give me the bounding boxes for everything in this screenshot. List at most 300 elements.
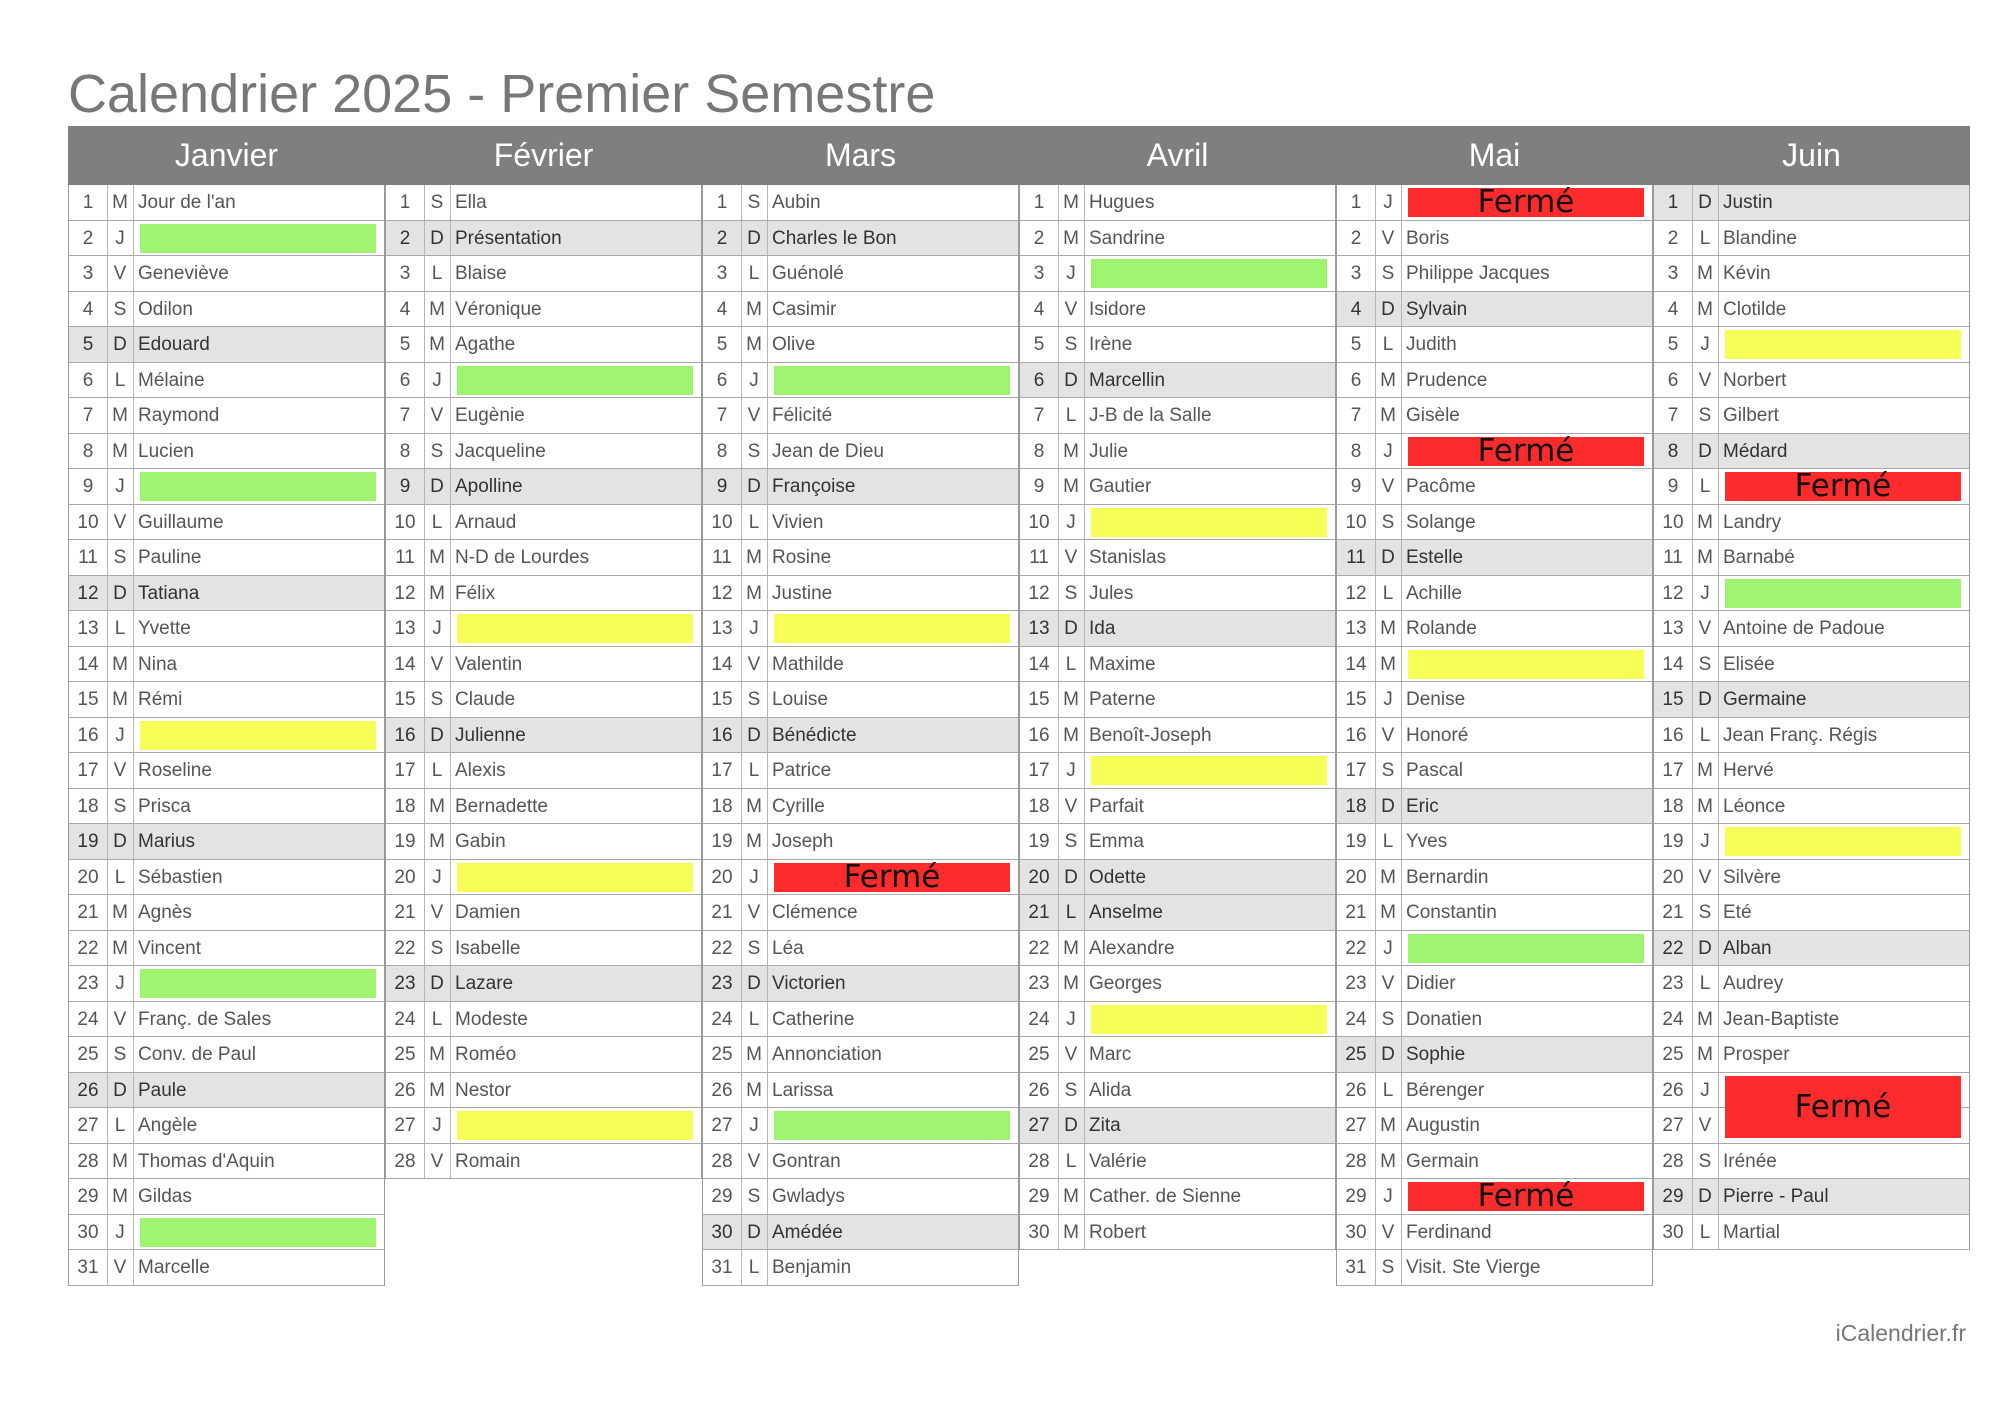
day-number: 16 <box>703 718 742 753</box>
day-row <box>1654 1144 1969 1180</box>
day-row <box>1337 789 1652 825</box>
saint-name: Blaise <box>455 263 507 284</box>
closed-marker: Fermé <box>774 863 1010 892</box>
weekday-letter: M <box>1692 540 1719 575</box>
day-number: 13 <box>386 611 425 646</box>
day-row <box>386 185 701 221</box>
weekday-letter: S <box>424 931 451 966</box>
saint-name: Alida <box>1089 1079 1132 1101</box>
day-row <box>1020 824 1335 860</box>
saint-name: Pascal <box>1406 760 1464 781</box>
weekday-letter: S <box>1058 824 1085 859</box>
weekday-letter: V <box>107 1002 134 1037</box>
weekday-letter: J <box>1375 931 1402 966</box>
closed-marker: Fermé <box>1725 1076 1961 1138</box>
day-row <box>69 185 384 221</box>
day-number: 12 <box>1654 576 1693 611</box>
day-number: 24 <box>1654 1002 1693 1037</box>
weekday-letter: S <box>424 434 451 469</box>
day-row <box>69 966 384 1002</box>
day-row <box>703 718 1018 754</box>
weekday-letter: M <box>1058 931 1085 966</box>
saint-name: Estelle <box>1406 547 1464 568</box>
weekday-letter: D <box>1058 611 1085 646</box>
yellow-highlight <box>774 614 1010 643</box>
saint-name: Antoine de Padoue <box>1723 618 1885 639</box>
day-number: 17 <box>1337 753 1376 788</box>
day-number: 4 <box>1337 292 1376 327</box>
day-number: 10 <box>69 505 108 540</box>
green-highlight <box>774 1111 1010 1140</box>
day-row <box>1020 1144 1335 1180</box>
day-row <box>1654 292 1969 328</box>
weekday-letter: J <box>424 860 451 895</box>
closed-marker: Fermé <box>1408 1182 1644 1211</box>
day-number: 5 <box>1020 327 1059 362</box>
day-number: 22 <box>386 931 425 966</box>
weekday-letter: L <box>107 363 134 398</box>
day-number: 30 <box>703 1215 742 1250</box>
yellow-highlight <box>457 863 693 892</box>
day-number: 15 <box>1020 682 1059 717</box>
weekday-letter: J <box>1692 327 1719 362</box>
day-number: 5 <box>386 327 425 362</box>
day-row <box>69 469 384 505</box>
saint-name: Gabin <box>455 831 506 852</box>
weekday-letter: D <box>107 576 134 611</box>
saint-name: Eugènie <box>455 405 525 426</box>
day-number: 13 <box>703 611 742 646</box>
saint-name: Norbert <box>1723 369 1787 391</box>
day-row <box>703 1215 1018 1251</box>
weekday-letter: M <box>741 824 768 859</box>
day-number: 1 <box>1020 185 1059 220</box>
saint-name: Agathe <box>455 334 516 355</box>
weekday-letter: J <box>424 1108 451 1143</box>
day-list <box>68 185 385 1286</box>
saint-name: Hervé <box>1723 760 1774 781</box>
weekday-letter: D <box>424 966 451 1001</box>
weekday-letter: M <box>741 576 768 611</box>
day-number: 22 <box>69 931 108 966</box>
day-number: 11 <box>1337 540 1376 575</box>
saint-name: Ida <box>1089 618 1116 639</box>
day-row <box>1337 434 1652 470</box>
weekday-letter: S <box>1375 256 1402 291</box>
saint-name: Larissa <box>772 1079 834 1101</box>
weekday-letter: S <box>1375 1250 1402 1285</box>
day-number: 20 <box>386 860 425 895</box>
saint-name: Alexandre <box>1089 937 1175 959</box>
saint-name: Achille <box>1406 582 1462 604</box>
day-row <box>703 931 1018 967</box>
day-row <box>703 327 1018 363</box>
weekday-letter: M <box>1058 1179 1085 1214</box>
saint-name: Tatiana <box>138 582 200 604</box>
weekday-letter: D <box>741 966 768 1001</box>
day-row <box>1337 505 1652 541</box>
weekday-letter: L <box>741 505 768 540</box>
saint-name: Aubin <box>772 192 821 213</box>
saint-name: Bénédicte <box>772 724 857 746</box>
day-row <box>1020 185 1335 221</box>
saint-name: Conv. de Paul <box>138 1044 256 1065</box>
saint-name: Apolline <box>455 476 523 497</box>
day-row <box>1654 718 1969 754</box>
saint-name: Marius <box>138 831 196 852</box>
day-row <box>1654 221 1969 257</box>
saint-name: Gilbert <box>1723 405 1779 426</box>
day-row <box>386 292 701 328</box>
day-row <box>703 505 1018 541</box>
saint-name: Franç. de Sales <box>138 1008 272 1030</box>
day-row <box>1654 505 1969 541</box>
saint-name: Odilon <box>138 298 193 320</box>
weekday-letter: L <box>1692 221 1719 256</box>
saint-name: Louise <box>772 689 828 710</box>
weekday-letter: S <box>107 540 134 575</box>
day-number: 19 <box>703 824 742 859</box>
day-row <box>1654 824 1969 860</box>
day-list <box>1653 185 1970 1250</box>
saint-name: Lazare <box>455 973 514 994</box>
saint-name: Jean Franç. Régis <box>1723 724 1878 746</box>
saint-name: Alban <box>1723 937 1772 959</box>
day-row <box>1020 789 1335 825</box>
day-number: 21 <box>1654 895 1693 930</box>
green-highlight <box>457 366 693 395</box>
weekday-letter: D <box>1375 1037 1402 1072</box>
weekday-letter: V <box>1692 611 1719 646</box>
saint-name: Irénée <box>1723 1150 1777 1172</box>
day-row <box>703 185 1018 221</box>
page-title: Calendrier 2025 - Premier Semestre <box>68 64 936 124</box>
day-row <box>69 540 384 576</box>
day-number: 6 <box>386 363 425 398</box>
saint-name: Kévin <box>1723 263 1771 284</box>
weekday-letter: V <box>741 1144 768 1179</box>
weekday-letter: L <box>741 1250 768 1285</box>
day-number: 13 <box>1654 611 1693 646</box>
weekday-letter: V <box>107 753 134 788</box>
day-number: 25 <box>703 1037 742 1072</box>
day-row <box>386 576 701 612</box>
day-number: 8 <box>1337 434 1376 469</box>
weekday-letter: S <box>1058 1073 1085 1108</box>
day-row <box>703 682 1018 718</box>
day-number: 26 <box>69 1073 108 1108</box>
day-number: 1 <box>703 185 742 220</box>
saint-name: Médard <box>1723 440 1788 462</box>
saint-name: Clémence <box>772 902 858 923</box>
green-highlight <box>140 224 376 253</box>
day-number: 15 <box>703 682 742 717</box>
day-row <box>1337 1144 1652 1180</box>
weekday-letter: V <box>424 1144 451 1179</box>
day-number: 2 <box>69 221 108 256</box>
weekday-letter: M <box>1375 1108 1402 1143</box>
day-row <box>703 363 1018 399</box>
weekday-letter: L <box>1692 718 1719 753</box>
day-number: 20 <box>703 860 742 895</box>
weekday-letter: S <box>741 1179 768 1214</box>
day-number: 21 <box>386 895 425 930</box>
weekday-letter: S <box>741 682 768 717</box>
day-row <box>69 327 384 363</box>
day-row <box>69 1215 384 1251</box>
month-column <box>1653 126 1970 1250</box>
day-number: 29 <box>69 1179 108 1214</box>
saint-name: Donatien <box>1406 1008 1483 1030</box>
saint-name: Valentin <box>455 653 523 675</box>
day-row <box>1654 647 1969 683</box>
weekday-letter: J <box>741 363 768 398</box>
day-row <box>386 540 701 576</box>
day-number: 2 <box>1337 221 1376 256</box>
saint-name: Rosine <box>772 547 832 568</box>
day-row <box>1337 718 1652 754</box>
day-number: 23 <box>1020 966 1059 1001</box>
yellow-highlight <box>1091 756 1327 785</box>
day-row <box>386 966 701 1002</box>
day-row <box>1337 753 1652 789</box>
saint-name: Guénolé <box>772 263 844 284</box>
saint-name: Maxime <box>1089 653 1156 675</box>
day-number: 31 <box>703 1250 742 1285</box>
day-number: 24 <box>1337 1002 1376 1037</box>
month-header: Février <box>385 126 702 185</box>
weekday-letter: V <box>424 647 451 682</box>
day-number: 1 <box>69 185 108 220</box>
weekday-letter: M <box>1375 860 1402 895</box>
day-number: 15 <box>69 682 108 717</box>
day-number: 9 <box>1020 469 1059 504</box>
day-number: 22 <box>1654 931 1693 966</box>
day-row <box>1337 611 1652 647</box>
saint-name: Roseline <box>138 760 212 781</box>
day-row <box>386 753 701 789</box>
weekday-letter: D <box>1692 1179 1719 1214</box>
weekday-letter: L <box>1058 398 1085 433</box>
day-row <box>1020 1215 1335 1251</box>
saint-name: Germain <box>1406 1150 1479 1172</box>
day-row <box>386 221 701 257</box>
day-number: 4 <box>703 292 742 327</box>
month-column <box>385 126 702 1179</box>
day-number: 20 <box>1337 860 1376 895</box>
weekday-letter: M <box>1692 256 1719 291</box>
day-row <box>69 647 384 683</box>
weekday-letter: V <box>1058 789 1085 824</box>
day-number: 22 <box>1337 931 1376 966</box>
day-number: 12 <box>703 576 742 611</box>
weekday-letter: V <box>1375 966 1402 1001</box>
weekday-letter: M <box>1375 611 1402 646</box>
day-row <box>1337 256 1652 292</box>
day-number: 9 <box>69 469 108 504</box>
day-row <box>1020 682 1335 718</box>
day-number: 7 <box>69 398 108 433</box>
saint-name: Gautier <box>1089 476 1152 497</box>
day-row <box>1337 1179 1652 1215</box>
weekday-letter: S <box>107 292 134 327</box>
day-row <box>386 256 701 292</box>
weekday-letter: L <box>107 860 134 895</box>
day-number: 31 <box>69 1250 108 1285</box>
day-row <box>69 611 384 647</box>
day-number: 22 <box>703 931 742 966</box>
saint-name: Mélaine <box>138 369 205 391</box>
day-row <box>1020 469 1335 505</box>
day-row <box>69 895 384 931</box>
day-row <box>1020 611 1335 647</box>
weekday-letter: V <box>1375 221 1402 256</box>
weekday-letter: D <box>741 469 768 504</box>
weekday-letter: M <box>107 185 134 220</box>
weekday-letter: L <box>1058 895 1085 930</box>
day-row <box>1654 185 1969 221</box>
weekday-letter: L <box>1692 966 1719 1001</box>
weekday-letter: J <box>1692 576 1719 611</box>
saint-name: Sandrine <box>1089 227 1166 249</box>
day-number: 28 <box>1020 1144 1059 1179</box>
weekday-letter: M <box>424 292 451 327</box>
weekday-letter: S <box>1375 505 1402 540</box>
weekday-letter: V <box>107 505 134 540</box>
weekday-letter: S <box>1058 576 1085 611</box>
day-row <box>1337 966 1652 1002</box>
weekday-letter: V <box>741 647 768 682</box>
day-row <box>1337 221 1652 257</box>
saint-name: Sophie <box>1406 1044 1466 1065</box>
saint-name: Constantin <box>1406 902 1497 923</box>
weekday-letter: M <box>1375 363 1402 398</box>
saint-name: Catherine <box>772 1008 855 1030</box>
day-number: 18 <box>1337 789 1376 824</box>
saint-name: Bérenger <box>1406 1079 1485 1101</box>
day-number: 26 <box>386 1073 425 1108</box>
day-row <box>1654 860 1969 896</box>
weekday-letter: M <box>424 327 451 362</box>
weekday-letter: M <box>1058 1215 1085 1250</box>
day-row <box>69 1108 384 1144</box>
day-row <box>69 789 384 825</box>
weekday-letter: S <box>741 434 768 469</box>
weekday-letter: M <box>1375 1144 1402 1179</box>
weekday-letter: M <box>1692 292 1719 327</box>
day-row <box>1654 256 1969 292</box>
saint-name: Martial <box>1723 1221 1781 1243</box>
day-row <box>1020 256 1335 292</box>
green-highlight <box>140 472 376 501</box>
day-row <box>1337 363 1652 399</box>
weekday-letter: M <box>424 1037 451 1072</box>
day-row <box>1337 647 1652 683</box>
day-list <box>385 185 702 1179</box>
weekday-letter: V <box>1375 718 1402 753</box>
day-row <box>1020 540 1335 576</box>
day-number: 19 <box>1337 824 1376 859</box>
day-row <box>703 576 1018 612</box>
day-number: 21 <box>1337 895 1376 930</box>
closed-marker: Fermé <box>1725 472 1961 501</box>
weekday-letter: L <box>1375 1073 1402 1108</box>
day-row <box>69 576 384 612</box>
weekday-letter: J <box>107 718 134 753</box>
day-row <box>1654 1215 1969 1251</box>
day-number: 10 <box>1020 505 1059 540</box>
weekday-letter: J <box>424 363 451 398</box>
day-row <box>69 824 384 860</box>
saint-name: Casimir <box>772 298 837 320</box>
day-number: 3 <box>1020 256 1059 291</box>
weekday-letter: S <box>107 1037 134 1072</box>
saint-name: Thomas d'Aquin <box>138 1150 275 1172</box>
day-number: 10 <box>1654 505 1693 540</box>
saint-name: Cyrille <box>772 795 825 817</box>
day-number: 2 <box>386 221 425 256</box>
saint-name: Joseph <box>772 831 834 852</box>
day-row <box>69 505 384 541</box>
saint-name: Léonce <box>1723 795 1786 817</box>
day-number: 9 <box>386 469 425 504</box>
day-row <box>386 860 701 896</box>
day-number: 5 <box>1337 327 1376 362</box>
saint-name: Sylvain <box>1406 298 1468 320</box>
day-row <box>386 398 701 434</box>
saint-name: Geneviève <box>138 263 229 284</box>
day-number: 25 <box>1337 1037 1376 1072</box>
saint-name: Elisée <box>1723 653 1775 675</box>
green-highlight <box>1091 259 1327 288</box>
day-number: 22 <box>1020 931 1059 966</box>
yellow-highlight <box>1725 330 1961 359</box>
day-row <box>703 1108 1018 1144</box>
day-row <box>1337 398 1652 434</box>
weekday-letter: J <box>107 966 134 1001</box>
weekday-letter: D <box>741 221 768 256</box>
weekday-letter: M <box>1058 966 1085 1001</box>
green-highlight <box>1725 579 1961 608</box>
day-number: 14 <box>1020 647 1059 682</box>
weekday-letter: D <box>741 1215 768 1250</box>
day-row <box>703 1037 1018 1073</box>
saint-name: Marc <box>1089 1044 1132 1065</box>
day-row <box>69 1179 384 1215</box>
day-number: 27 <box>703 1108 742 1143</box>
day-row <box>1020 434 1335 470</box>
day-number: 4 <box>69 292 108 327</box>
saint-name: Gwladys <box>772 1186 845 1207</box>
day-list <box>1336 185 1653 1286</box>
day-row <box>1654 1179 1969 1215</box>
weekday-letter: S <box>1692 1144 1719 1179</box>
green-highlight <box>1408 934 1644 963</box>
day-number: 23 <box>1654 966 1693 1001</box>
weekday-letter: D <box>107 327 134 362</box>
day-number: 4 <box>386 292 425 327</box>
weekday-letter: M <box>1375 895 1402 930</box>
saint-name: Augustin <box>1406 1115 1480 1136</box>
day-number: 18 <box>1020 789 1059 824</box>
day-number: 6 <box>703 363 742 398</box>
day-number: 9 <box>703 469 742 504</box>
saint-name: Gontran <box>772 1150 841 1172</box>
weekday-letter: V <box>741 895 768 930</box>
day-row <box>703 966 1018 1002</box>
day-row <box>703 434 1018 470</box>
weekday-letter: J <box>107 221 134 256</box>
